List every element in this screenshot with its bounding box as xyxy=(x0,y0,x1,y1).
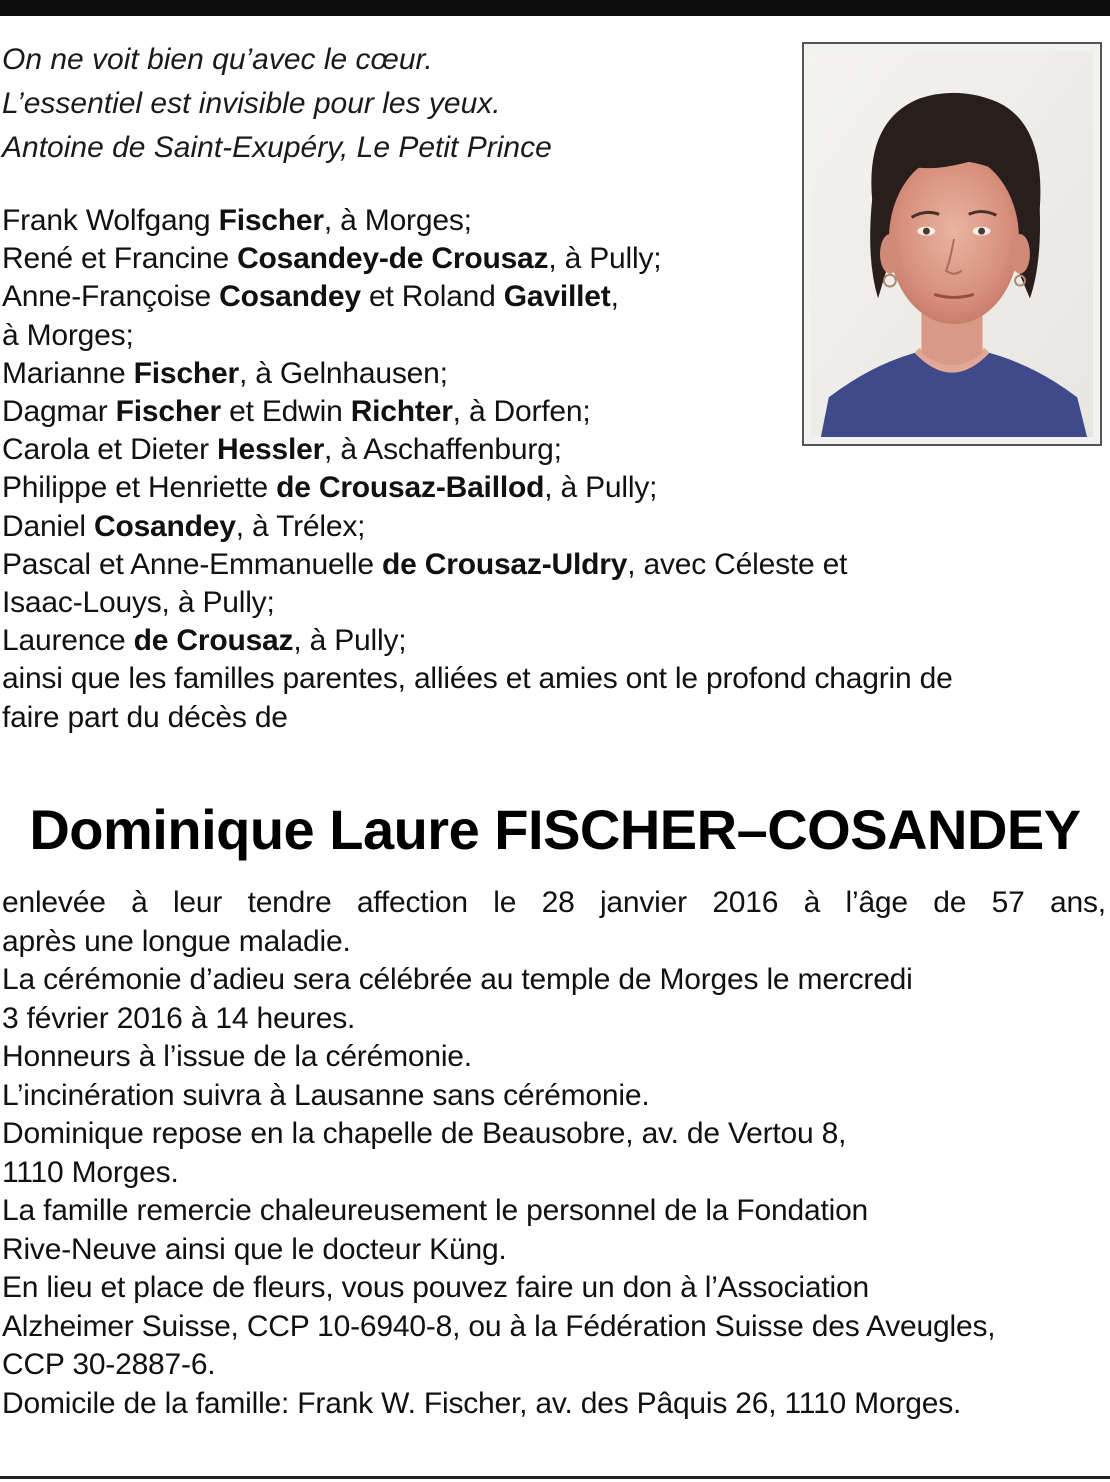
family-text: , à Dorfen; xyxy=(452,395,591,429)
details-word: tendre xyxy=(247,886,332,919)
family-text: faire part du décès de xyxy=(2,700,288,734)
quote-line: Antoine de Saint-Exupéry, Le Petit Prince xyxy=(2,131,552,164)
family-text: , à Pully; xyxy=(544,471,658,505)
family-text: , à Gelnhausen; xyxy=(238,356,448,390)
family-text: Frank Wolfgang xyxy=(2,204,219,237)
family-line xyxy=(2,508,1106,546)
details-line: Alzheimer Suisse, CCP 10-6940-8, ou à la Fédération Suisse des Aveugles, xyxy=(2,1309,996,1343)
family-text: , xyxy=(610,280,619,314)
family-line xyxy=(2,240,1106,278)
family-text: Pascal et Anne-Emmanuelle xyxy=(2,547,383,581)
family-line xyxy=(2,317,1106,355)
ceremony-details xyxy=(2,884,1106,1423)
family-surname: Fischer xyxy=(218,204,324,237)
details-first-line xyxy=(2,884,1106,923)
family-text: Laurence xyxy=(2,624,134,658)
details-word: 57 xyxy=(991,886,1025,919)
family-line xyxy=(2,469,1106,507)
details-word: l’âge xyxy=(845,886,908,919)
family-line xyxy=(2,660,1106,698)
family-text: , à Morges; xyxy=(323,204,472,237)
family-surname: Cosandey-de Crousaz xyxy=(237,242,549,276)
details-line: après une longue maladie. xyxy=(2,924,351,958)
deceased-name: Dominique Laure FISCHER–COSANDEY xyxy=(29,798,1081,861)
family-line xyxy=(2,584,1106,622)
details-word: 28 xyxy=(541,886,575,919)
family-line xyxy=(2,278,1106,316)
details-line: Honneurs à l’issue de la cérémonie. xyxy=(2,1040,472,1073)
epigraph-quote xyxy=(2,38,782,170)
family-surname: Richter xyxy=(350,395,453,429)
details-line: Domicile de la famille: Frank W. Fischer, av. des Pâquis 26, 1110 Morges. xyxy=(2,1386,962,1420)
family-line xyxy=(2,431,1106,469)
family-text: , avec Céleste et xyxy=(627,547,848,581)
family-line xyxy=(2,546,1106,584)
quote-line: L’essentiel est invisible pour les yeux. xyxy=(2,87,501,120)
details-word: le xyxy=(493,886,517,919)
details-line: 3 février 2016 à 14 heures. xyxy=(2,1001,356,1035)
family-text: et Edwin xyxy=(220,395,351,429)
family-surname: Gavillet xyxy=(503,280,611,314)
quote-line: On ne voit bien qu’avec le cœur. xyxy=(2,43,433,76)
family-surname: Fischer xyxy=(115,395,221,429)
details-line: La cérémonie d’adieu sera célébrée au temple de Morges le mercredi xyxy=(2,963,913,996)
bottom-rule xyxy=(0,1476,1110,1479)
details-line: Rive-Neuve ainsi que le docteur Küng. xyxy=(2,1232,507,1266)
family-line xyxy=(2,202,1106,240)
family-text: Daniel xyxy=(2,509,94,543)
details-word: à xyxy=(803,886,821,919)
family-surname: de Crousaz-Baillod xyxy=(276,471,545,505)
family-text: Isaac-Louys, à Pully; xyxy=(2,586,275,620)
details-word: janvier xyxy=(599,886,687,919)
family-line xyxy=(2,393,1106,431)
family-text: , à Pully; xyxy=(548,242,662,276)
details-line: 1110 Morges. xyxy=(2,1155,179,1189)
details-word: leur xyxy=(172,886,223,919)
details-word: de xyxy=(933,886,967,919)
family-text: René et Francine xyxy=(2,242,238,276)
family-text: à Morges; xyxy=(2,318,134,352)
family-text: Anne-Françoise xyxy=(2,280,220,314)
details-line: CCP 30-2887-6. xyxy=(2,1348,216,1381)
family-text: , à Trélex; xyxy=(235,509,366,543)
top-rule xyxy=(0,0,1110,16)
family-surname: Cosandey xyxy=(219,280,361,314)
family-text: Carola et Dieter xyxy=(2,433,218,467)
family-text: Dagmar xyxy=(2,395,116,429)
details-word: à xyxy=(131,886,148,919)
family-text: et Roland xyxy=(360,280,504,314)
family-line xyxy=(2,699,1106,737)
family-text: Marianne xyxy=(2,356,134,390)
family-text: ainsi que les familles parentes, alliées et amies ont le profond chagrin de xyxy=(2,662,953,696)
family-surname: Hessler xyxy=(217,433,325,467)
family-line xyxy=(2,355,1106,393)
details-word: affection xyxy=(356,886,468,919)
family-text: Philippe et Henriette xyxy=(2,471,277,505)
details-word: ans, xyxy=(1050,886,1106,919)
family-surname: Fischer xyxy=(133,356,239,390)
family-surname: de Crousaz xyxy=(133,624,294,658)
family-surname: Cosandey xyxy=(93,509,236,543)
family-line xyxy=(2,622,1106,660)
details-line: L’incinération suivra à Lausanne sans cérémonie. xyxy=(2,1078,650,1112)
details-word: 2016 xyxy=(712,886,779,919)
details-line: La famille remercie chaleureusement le personnel de la Fondation xyxy=(2,1194,869,1227)
family-text: , à Aschaffenburg; xyxy=(324,433,562,467)
family-surname: de Crousaz-Uldry xyxy=(382,547,628,581)
details-word: enlevée xyxy=(2,886,106,919)
details-line: Dominique repose en la chapelle de Beausobre, av. de Vertou 8, xyxy=(2,1117,847,1150)
family-list xyxy=(2,202,1106,737)
family-text: , à Pully; xyxy=(293,624,407,658)
details-line: En lieu et place de fleurs, vous pouvez faire un don à l’Association xyxy=(2,1271,869,1304)
